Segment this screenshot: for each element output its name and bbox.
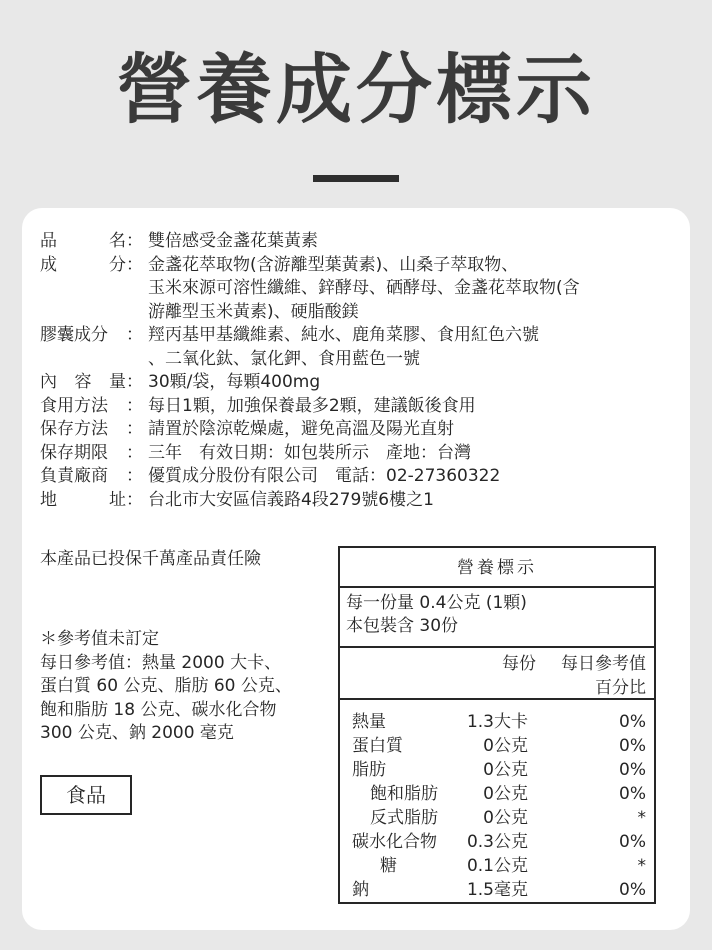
info-label-part: 品	[40, 231, 57, 251]
nutrition-row	[340, 710, 654, 734]
info-label-part: 膠囊成分	[40, 325, 108, 345]
info-row	[40, 371, 680, 395]
info-colon: ：	[126, 466, 143, 486]
info-label-part: 名	[109, 231, 126, 251]
nutrition-column-headers	[340, 648, 654, 700]
nutrition-row	[340, 854, 654, 878]
info-colon: ：	[126, 489, 143, 510]
nutrient-amount: 1.3大卡	[466, 712, 528, 732]
nutrition-table	[338, 546, 656, 904]
insurance-note: 本產品已投保千萬產品責任險	[40, 549, 261, 569]
info-label-part: 址	[109, 489, 126, 510]
nutrient-percent: 0%	[619, 736, 646, 756]
info-colon: ：	[126, 442, 143, 463]
info-label	[40, 254, 126, 325]
reference-line: 飽和脂肪 18 公克、碳水化合物	[40, 699, 277, 720]
info-label-part: 分	[109, 254, 126, 275]
info-label-part: 保存方法	[40, 419, 108, 439]
reference-line: 蛋白質 60 公克、脂肪 60 公克、	[40, 676, 292, 696]
nutrient-amount: 0公克	[483, 784, 528, 804]
nutrient-name: 鈉	[352, 880, 369, 900]
info-label	[40, 489, 126, 513]
column-daily-value: 每日參考值	[561, 654, 646, 674]
nutrient-amount: 0.1公克	[466, 856, 528, 876]
reference-line: 300 公克、鈉 2000 毫克	[40, 723, 234, 743]
nutrient-amount: 0.3公克	[466, 832, 528, 852]
info-label-part: 內	[40, 372, 57, 392]
info-label	[40, 395, 126, 419]
nutrient-percent: 0%	[619, 832, 646, 852]
nutrient-name: 脂肪	[352, 760, 386, 780]
info-row	[40, 324, 680, 371]
nutrition-row	[340, 806, 654, 830]
nutrient-amount: 0公克	[483, 760, 528, 780]
info-value: 雙倍感受金盞花葉黃素	[148, 231, 318, 251]
info-row	[40, 395, 680, 419]
column-daily-percent: 百分比	[595, 678, 646, 698]
nutrition-row	[340, 782, 654, 806]
nutrient-name: 蛋白質	[352, 736, 403, 756]
info-row	[40, 230, 680, 254]
page-title: 營養成分標示	[116, 45, 596, 134]
info-value: 羥丙基甲基纖維素、純水、鹿角菜膠、食用紅色六號 、二氧化鈦、氯化鉀、食用藍色一號	[148, 325, 539, 369]
info-row	[40, 418, 680, 442]
nutrition-rows	[340, 700, 654, 902]
nutrient-amount: 0公克	[483, 808, 528, 828]
column-per-serving: 每份	[502, 654, 536, 674]
info-label-part: 食用方法	[40, 395, 108, 416]
reference-note: ＊參考值未訂定	[40, 629, 159, 649]
info-card	[22, 208, 690, 930]
info-label-part: 容	[74, 372, 92, 392]
nutrition-row	[340, 758, 654, 782]
nutrient-percent: 0%	[619, 712, 646, 732]
info-label	[40, 324, 126, 371]
nutrient-amount: 0公克	[483, 736, 528, 756]
info-value: 每日1顆，加強保養最多2顆，建議飯後食用	[148, 395, 476, 416]
servings-per-package: 本包裝含 30份	[346, 616, 459, 636]
reference-line: 每日參考值：熱量 2000 大卡、	[40, 652, 282, 673]
nutrient-name: 熱量	[352, 712, 386, 732]
serving-size: 每一份量 0.4公克 (1顆)	[346, 593, 527, 613]
info-value: 請置於陰涼乾燥處，避免高溫及陽光直射	[148, 419, 454, 439]
info-value: 30顆/袋，每顆400mg	[148, 372, 321, 392]
nutrition-header: 營養標示	[340, 548, 654, 588]
info-label	[40, 418, 126, 442]
info-label	[40, 371, 126, 395]
info-label	[40, 230, 126, 254]
info-colon: ：	[126, 419, 143, 439]
info-colon: ：	[126, 254, 143, 275]
nutrient-percent: *	[637, 856, 646, 876]
info-value: 金盞花萃取物(含游離型葉黃素)、山桑子萃取物、 玉米來源可溶性纖維、鋅酵母、硒酵母、金盞花萃取物(含 游離型玉米黃素)、硬脂酸鎂	[148, 254, 580, 322]
info-label-part: 保存期限	[40, 442, 108, 463]
food-badge: 食品	[40, 775, 132, 815]
nutrient-percent: 0%	[619, 760, 646, 780]
info-value: 台北市大安區信義路4段279號6樓之1	[148, 489, 434, 510]
info-value: 三年 有效日期：如包裝所示 產地：台灣	[148, 442, 471, 463]
info-label	[40, 465, 126, 489]
info-colon: ：	[126, 395, 143, 416]
nutrient-percent: 0%	[619, 880, 646, 900]
info-label-part: 量	[109, 372, 126, 392]
nutrient-name: 反式脂肪	[370, 808, 438, 828]
nutrient-name: 碳水化合物	[352, 832, 437, 852]
nutrient-percent: *	[637, 808, 646, 828]
info-row	[40, 254, 680, 325]
nutrition-row	[340, 734, 654, 758]
nutrition-row	[340, 878, 654, 902]
info-colon: ：	[126, 231, 143, 251]
nutrient-percent: 0%	[619, 784, 646, 804]
nutrient-amount: 1.5毫克	[466, 880, 528, 900]
info-label-part: 負責廠商	[40, 466, 108, 486]
info-row	[40, 442, 680, 466]
info-label-part: 地	[40, 489, 57, 510]
nutrient-name: 飽和脂肪	[370, 784, 438, 804]
info-row	[40, 489, 680, 513]
serving-info	[340, 588, 654, 648]
product-info	[40, 230, 680, 512]
info-row	[40, 465, 680, 489]
info-colon: ：	[126, 372, 143, 392]
nutrition-row	[340, 830, 654, 854]
info-label	[40, 442, 126, 466]
info-label-part: 成	[40, 254, 57, 275]
info-value: 優質成分股份有限公司 電話：02-27360322	[148, 466, 501, 486]
title-underline	[313, 175, 399, 182]
nutrient-name: 糖	[380, 856, 397, 876]
info-colon: ：	[126, 325, 143, 345]
reference-block	[40, 628, 340, 746]
